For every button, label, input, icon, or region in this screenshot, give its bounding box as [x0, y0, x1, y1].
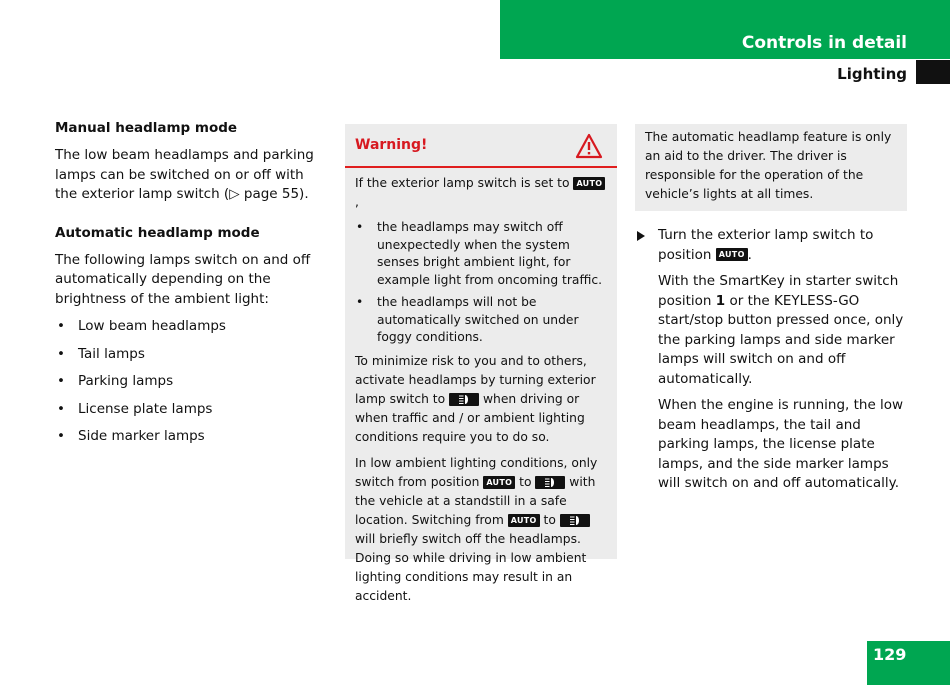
auto-symbol-icon: AUTO [483, 476, 515, 489]
warning-paragraph: To minimize risk to you and to others, activate headlamps by turning exterior lamp switch to when driving or when traffic and / or ambient lighting conditions require you to do so. [355, 353, 596, 444]
note-text: The automatic headlamp feature is only an aid to the driver. The driver is responsible for the operation of the vehicle’s lights at all times. [645, 130, 892, 201]
auto-symbol-icon: AUTO [716, 248, 748, 261]
warning-list [355, 219, 607, 347]
auto-symbol-icon: AUTO [508, 514, 540, 527]
warning-triangle-icon [575, 133, 603, 159]
warning-box [345, 124, 617, 603]
auto-mode-heading: Automatic headlamp mode [55, 224, 260, 241]
left-column [55, 119, 330, 455]
list-item: • Low beam headlamps [55, 317, 330, 337]
low-beam-symbol-icon [560, 514, 590, 527]
section-title: Controls in detail [741, 33, 907, 53]
step-arrow-icon [637, 231, 645, 241]
list-item: • the headlamps will not be automatically switched on under foggy conditions. [355, 294, 607, 347]
list-item: • Tail lamps [55, 345, 330, 365]
note-box [635, 124, 907, 211]
manual-mode-heading: Manual headlamp mode [55, 120, 238, 136]
instruction-step: Turn the exterior lamp switch to position AUTO . [637, 226, 907, 265]
section-tab-marker [916, 60, 950, 84]
warning-paragraph: In low ambient lighting conditions, only switch from position AUTO to with the vehicle at a standstill in a safe location. Switching from AUTO to will briefly switch off the headlamps. Doing so while driving in low ambient lighting conditions may result in an accident. [355, 455, 598, 603]
subsection-title: Lighting [837, 65, 907, 83]
auto-mode-text: The following lamps switch on and off automatically depending on the brightness of the ambient light: [55, 251, 311, 307]
auto-symbol-icon: AUTO [573, 177, 605, 190]
right-column [637, 226, 907, 501]
right-paragraph: With the SmartKey in starter switch position 1 or the KEYLESS-GO start/stop button pressed once, only the parking lamps and side marker lamps will switch on and off automatically. [658, 273, 904, 387]
warning-title: Warning! [355, 137, 428, 153]
right-paragraph: When the engine is running, the low beam headlamps, the tail and parking lamps, the license plate lamps, and the side marker lamps will switch on and off automatically. [658, 397, 904, 491]
manual-mode-text: The low beam headlamps and parking lamps can be switched on or off with the exterior lamp switch (▷ page 55). [55, 147, 314, 202]
low-beam-symbol-icon [449, 393, 479, 406]
warning-header [345, 124, 617, 168]
list-item: • Parking lamps [55, 372, 330, 392]
lamp-list [55, 317, 330, 447]
warning-intro: If the exterior lamp switch is set to AUTO, [355, 174, 607, 212]
list-item: • the headlamps may switch off unexpectedly when the system senses bright ambient light, for example light from oncoming traffic. [355, 219, 607, 289]
list-item: • Side marker lamps [55, 427, 330, 447]
low-beam-symbol-icon [535, 476, 565, 489]
list-item: • License plate lamps [55, 400, 330, 420]
page-number: 129 [873, 645, 907, 664]
